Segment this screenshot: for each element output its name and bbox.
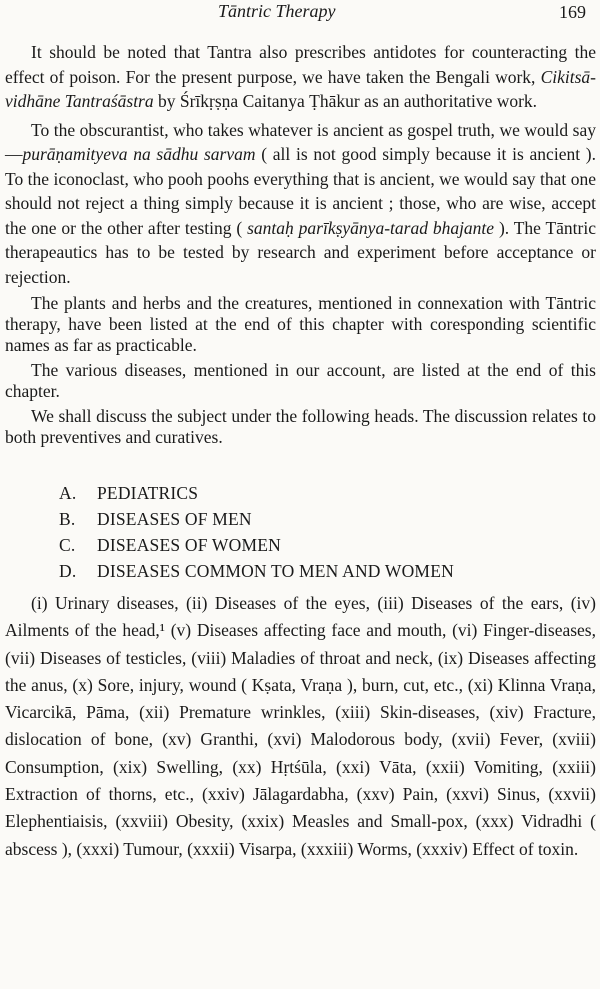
paragraph-antidotes <box>5 40 596 114</box>
text-run: ( all is not good simply because it is ancient ). To the iconoclast, who pooh poohs everything that is ancient, we would say that one should not reject a thing simply because it is ancient ; those, who are wise, accept the one or the other after testing ( <box>5 144 596 238</box>
head-label: DISEASES COMMON TO MEN AND WOMEN <box>97 561 454 581</box>
italic-quote: purāṇamityeva na sādhu sarvam <box>22 144 256 164</box>
italic-title: Cikitsā-vidhāne Tantraśāstra <box>5 66 596 111</box>
text-run: by Śrīkṛṣṇa Caitanya Ṭhākur as an authoritative work. <box>153 91 538 111</box>
page-number: 169 <box>559 2 586 22</box>
paragraph-heads: We shall discuss the subject under the following heads. The discussion relates to both preventives and curatives. <box>5 406 596 447</box>
head-label: DISEASES OF WOMEN <box>97 535 281 555</box>
head-item-a <box>59 480 596 506</box>
head-letter: D. <box>59 561 77 581</box>
head-letter: A. <box>59 483 77 503</box>
head-letter: B. <box>59 509 76 529</box>
italic-quote: santaḥ parīkṣyānya-tarad bhajante <box>247 217 495 238</box>
head-label: PEDIATRICS <box>97 483 199 503</box>
paragraph-plants: The plants and herbs and the creatures, mentioned in connexation with Tāntric therapy, have been listed at the end of this chapter with coresponding scientific names as far as practicable. <box>5 293 596 355</box>
page-header <box>5 0 596 30</box>
head-letter: C. <box>59 535 76 555</box>
paragraph-obscurantist <box>5 118 596 290</box>
head-item-b <box>59 506 596 532</box>
disease-list-paragraph: (i) Urinary diseases, (ii) Diseases of the eyes, (iii) Diseases of the ears, (iv) Ailments of the head,¹ (v) Diseases affecting face and mouth, (vi) Finger-diseases, (vii) Diseases of testicles, (viii) Maladies of throat and neck, (ix) Diseases affecting the anus, (x) Sore, injury, wound ( Kṣata, Vraṇa ), burn, cut, etc., (xi) Klinna Vraṇa, Vicarcikā, Pāma, (xii) Premature wrinkles, (xiii) Skin-diseases, (xiv) Fracture, dislocation of bone, (xv) Granthi, (xvi) Malodorous body, (xvii) Fever, (xviii) Consumption, (xix) Swelling, (xx) Hṛtśūla, (xxi) Vāta, (xxii) Vomiting, (xxiii) Extraction of thorns, etc., (xxiv) Jālagardabha, (xxv) Pain, (xxvi) Sinus, (xxvii) Elephentiaisis, (xxviii) Obesity, (xxix) Measles and Small-pox, (xxx) Vidradhi ( abscess ), (xxxi) Tumour, (xxxii) Visarpa, (xxxiii) Worms, (xxxiv) Effect of toxin. <box>5 593 596 859</box>
text-run: ). The Tāntric therapeautics has to be tested by research and experiment before acceptance or rejection. <box>5 217 596 287</box>
head-item-d <box>59 558 596 584</box>
text-run: To the obscurantist, who takes whatever is ancient as gospel truth, we would say— <box>5 119 596 164</box>
text-run: It should be noted that Tantra also prescribes antidotes for counteracting the effect of poison. For the present purpose, we have taken the Bengali work, <box>5 42 596 87</box>
heads-list <box>59 480 596 584</box>
head-label: DISEASES OF MEN <box>97 509 252 529</box>
running-title: Tāntric Therapy <box>218 1 336 21</box>
head-item-c <box>59 532 596 558</box>
paragraph-diseases: The various diseases, mentioned in our account, are listed at the end of this chapter. <box>5 360 596 401</box>
